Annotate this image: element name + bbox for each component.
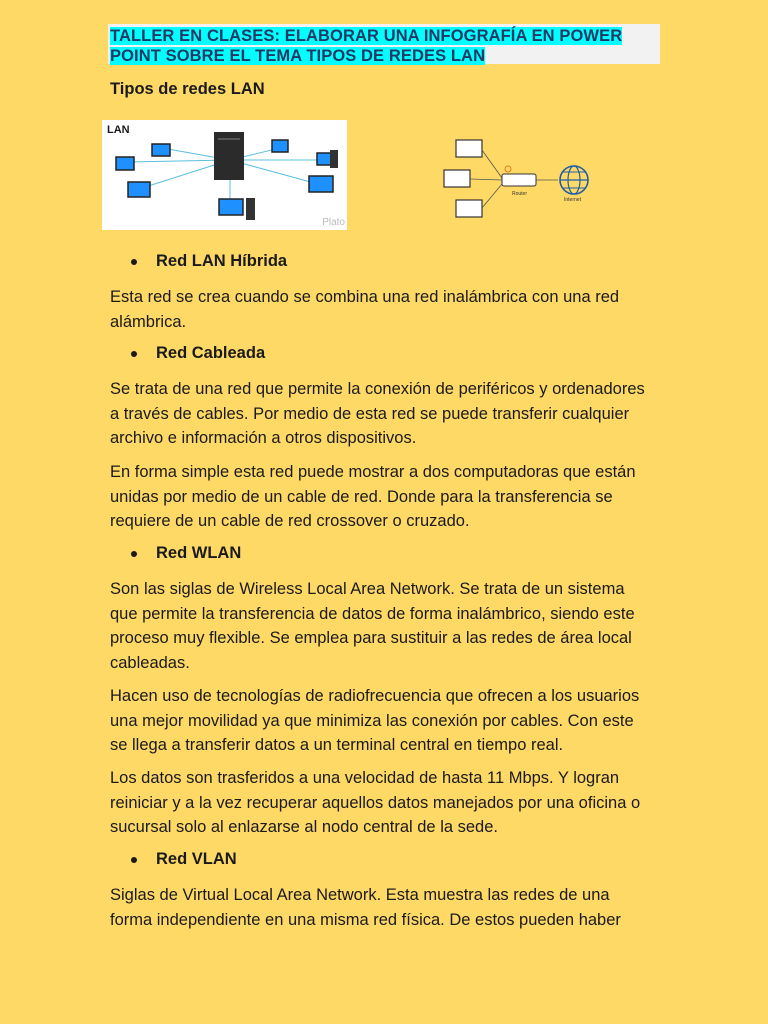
image-watermark: Plato	[322, 217, 345, 228]
paragraph: En forma simple esta red puede mostrar a dos computadoras que están unidas por medio de un cable de red. Donde para la transferencia se requiere de un cable de red crossover o cruzado.	[110, 463, 636, 530]
bullet-heading-red-cableada: Red Cableada	[134, 344, 243, 363]
paragraph: Son las siglas de Wireless Local Area Network. Se trata de un sistema que permite la transferencia de datos de forma inalámbrico, siendo este proceso muy flexible. Se emplea para sustituir a las redes de área local cableadas.	[110, 580, 635, 672]
internet-label: Internet	[564, 197, 581, 203]
paragraph: Hacen uso de tecnologías de radiofrecuencia que ofrecen a los usuarios una mejor movilidad ya que minimiza las conexión por cables. Con este se llega a transferir datos a un terminal central en tiempo real.	[110, 687, 640, 754]
title-line-1: TALLER EN CLASES: ELABORAR UNA INFOGRAFÍA EN POWER	[110, 27, 623, 45]
section-subtitle: Tipos de redes LAN	[110, 80, 265, 98]
router-internet-diagram	[438, 132, 598, 222]
paragraph: Esta red se crea cuando se combina una red inalámbrica con una red alámbrica.	[110, 288, 620, 331]
router-label: Router	[512, 191, 528, 197]
paragraph: Se trata de una red que permite la conexión de periféricos y ordenadores a través de cables. Por medio de esta red se puede transferir cualquier archivo e información a otros dispositivos.	[110, 380, 645, 447]
bullet-heading-red-vlan: Red VLAN	[134, 850, 215, 869]
paragraph: Siglas de Virtual Local Area Network. Esta muestra las redes de una forma independiente en una misma red física. De estos pueden haber	[110, 886, 621, 929]
bullet-heading-red-lan-hibrida: Red LAN Híbrida	[134, 252, 265, 271]
title-line-2: POINT SOBRE EL TEMA TIPOS DE REDES LAN	[110, 47, 486, 65]
lan-network-diagram	[102, 120, 347, 230]
bullet-heading-red-wlan: Red WLAN	[134, 544, 219, 563]
lan-network-image	[102, 120, 347, 230]
lan-image-label: LAN	[107, 124, 130, 136]
paragraph: Los datos son trasferidos a una velocidad de hasta 11 Mbps. Y logran reiniciar y a la vez recuperar aquellos datos manejados por una oficina o sucursal solo al enlazarse al nodo central de la sede.	[110, 769, 641, 836]
page-title	[110, 26, 662, 66]
